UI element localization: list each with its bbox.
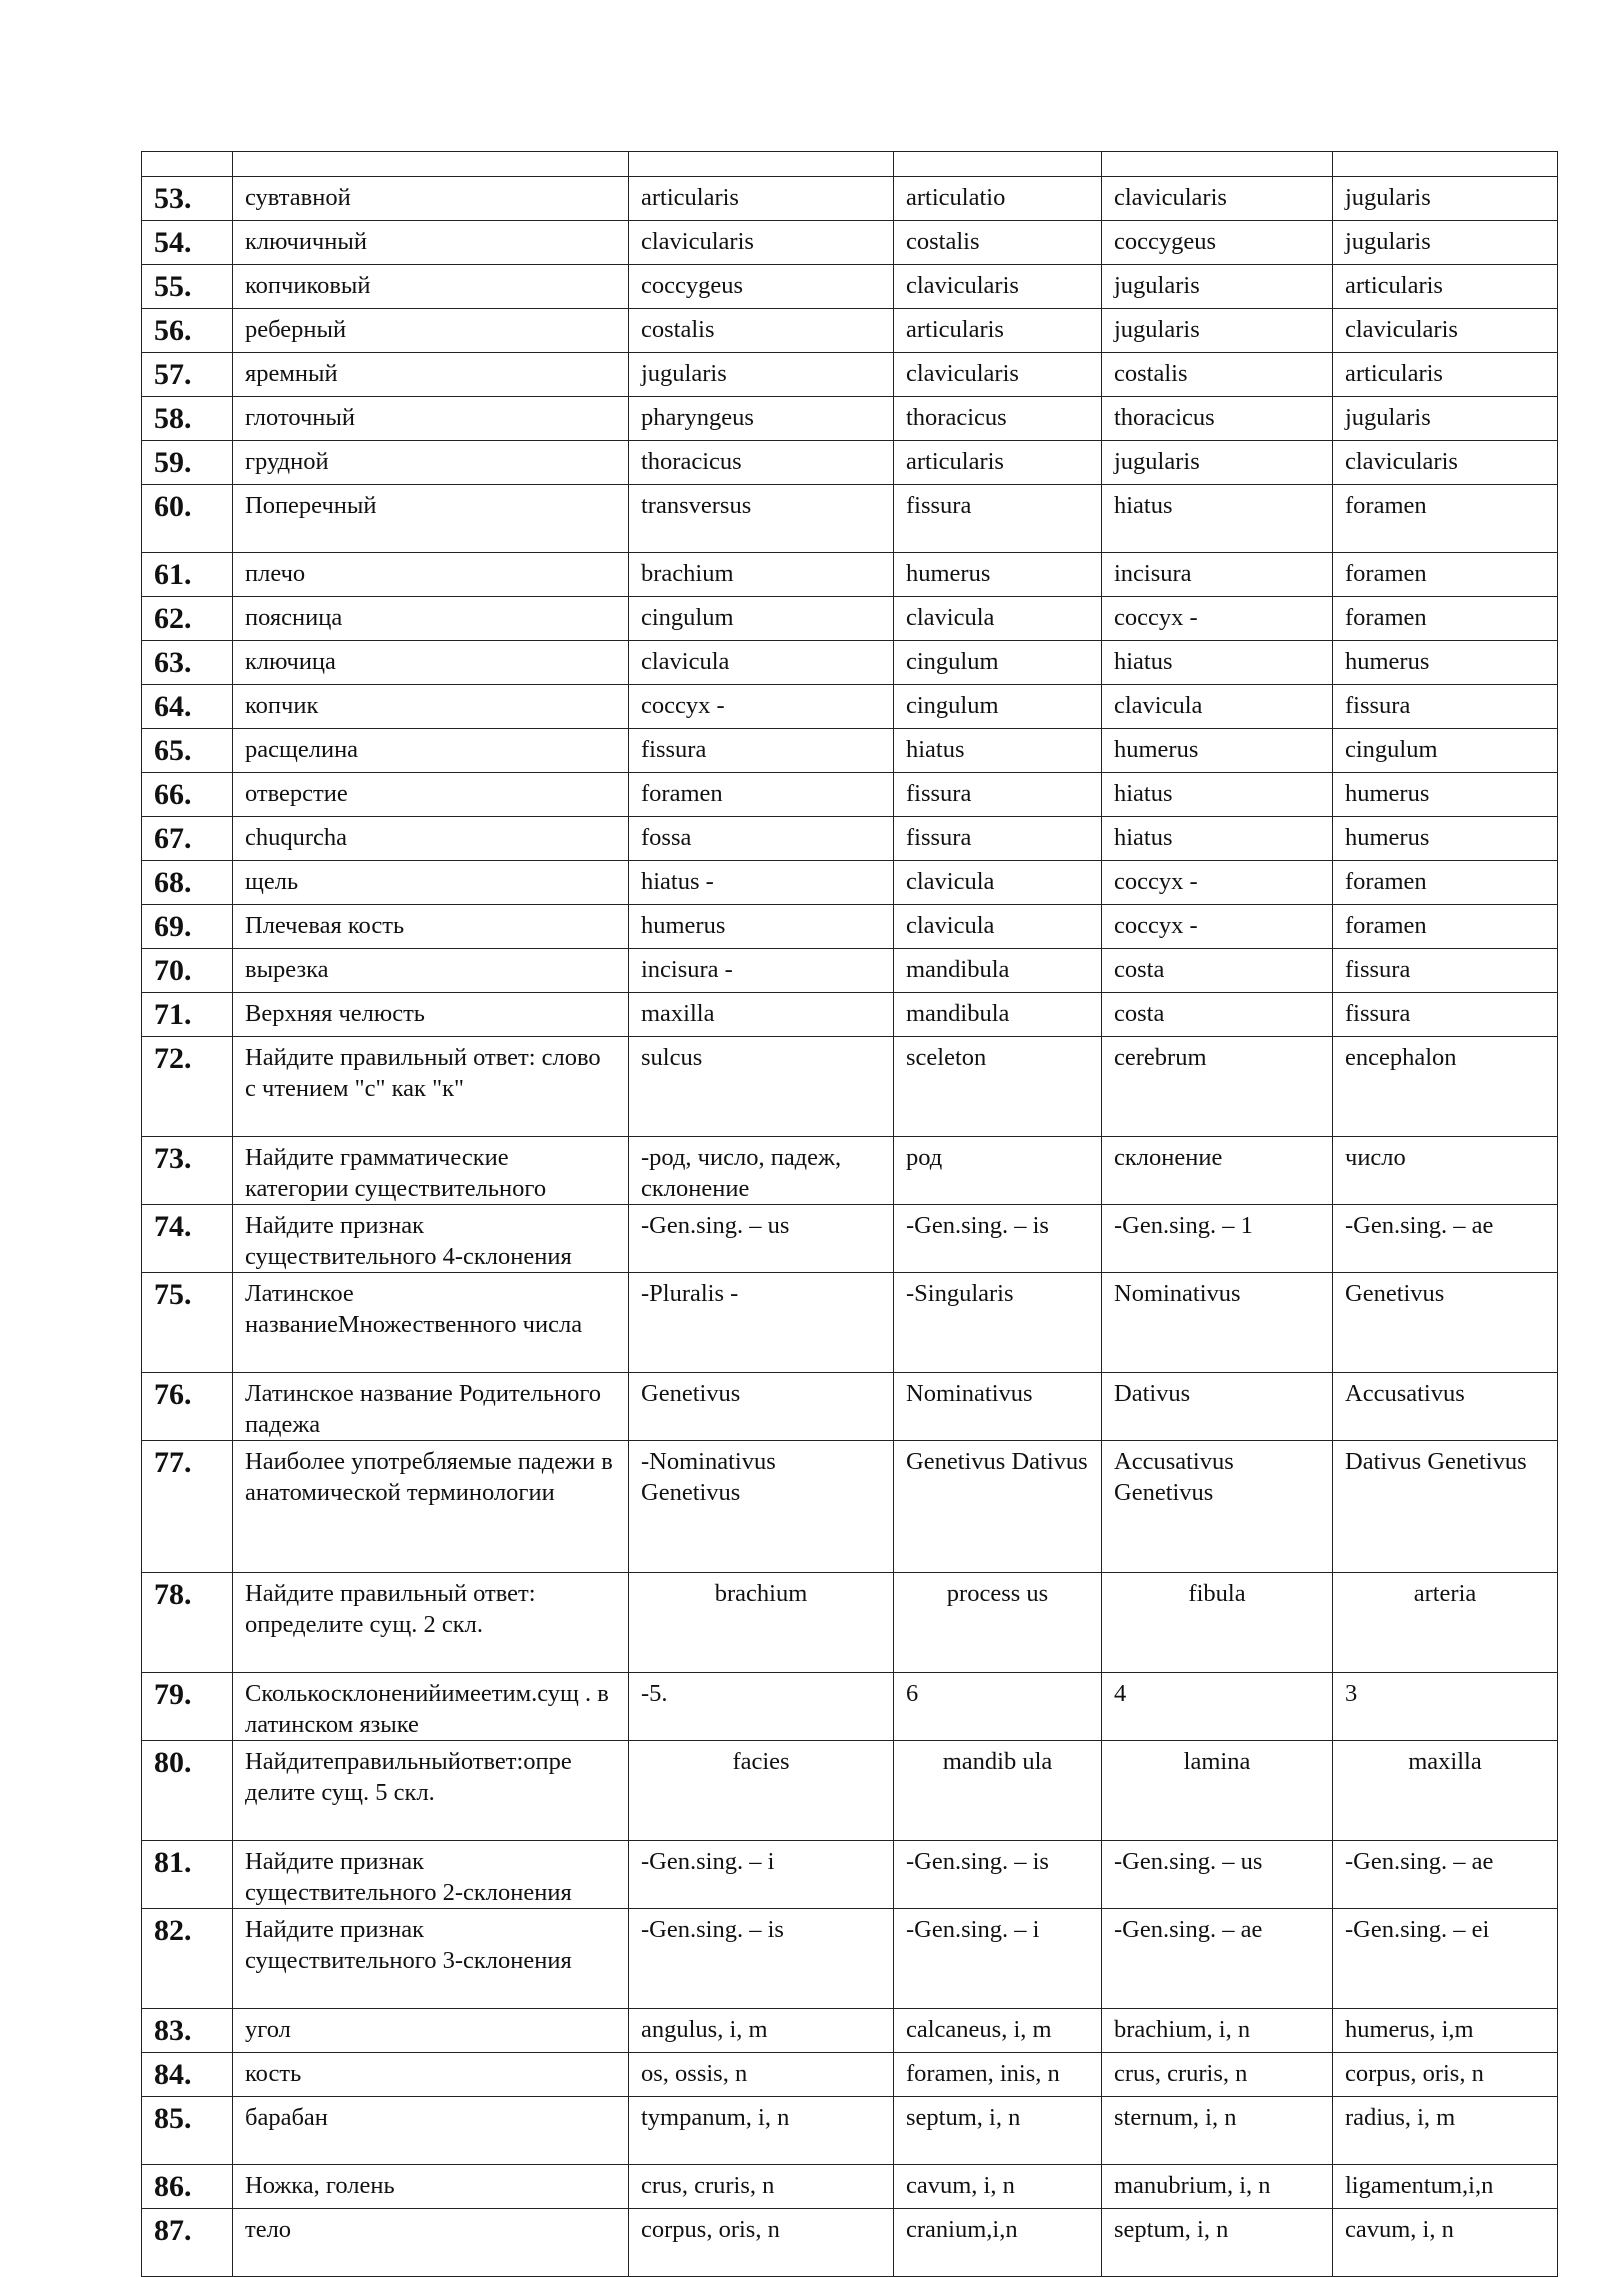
question-number: 59.	[142, 441, 233, 485]
answer-option-4: foramen	[1333, 861, 1558, 905]
table-row	[142, 1273, 1558, 1373]
answer-option-1: maxilla	[629, 993, 894, 1037]
question-text: ключичный	[233, 221, 629, 265]
answer-option-4: 3	[1333, 1673, 1558, 1741]
table-row	[142, 2209, 1558, 2277]
answer-option-1: facies	[629, 1741, 894, 1841]
table-row	[142, 353, 1558, 397]
answer-option-2: Nominativus	[894, 1373, 1102, 1441]
answer-option-2: cranium,i,n	[894, 2209, 1102, 2277]
answer-option-3: jugularis	[1102, 441, 1333, 485]
table-row	[142, 1573, 1558, 1673]
answer-option-1: -Pluralis -	[629, 1273, 894, 1373]
answer-option-4: humerus	[1333, 817, 1558, 861]
table-row	[142, 309, 1558, 353]
question-text: Верхняя челюсть	[233, 993, 629, 1037]
table-row	[142, 2009, 1558, 2053]
question-text: поясница	[233, 597, 629, 641]
question-text: Найдите правильный ответ: слово с чтением "с" как "к"	[233, 1037, 629, 1137]
answer-option-1: crus, cruris, n	[629, 2165, 894, 2209]
answer-option-4: radius, i, m	[1333, 2097, 1558, 2165]
question-text: плечо	[233, 553, 629, 597]
answer-option-2: fissura	[894, 773, 1102, 817]
question-number: 73.	[142, 1137, 233, 1205]
question-number: 84.	[142, 2053, 233, 2097]
table-row	[142, 729, 1558, 773]
answer-option-1: transversus	[629, 485, 894, 553]
question-text: кость	[233, 2053, 629, 2097]
question-text: Латинское название Родительного падежа	[233, 1373, 629, 1441]
answer-option-3: jugularis	[1102, 309, 1333, 353]
question-number: 67.	[142, 817, 233, 861]
question-number: 83.	[142, 2009, 233, 2053]
header-cell	[1102, 152, 1333, 177]
answer-option-4: -Gen.sing. – ae	[1333, 1205, 1558, 1273]
answer-option-2: cavum, i, n	[894, 2165, 1102, 2209]
answer-option-4: encephalon	[1333, 1037, 1558, 1137]
table-row	[142, 817, 1558, 861]
answer-option-3: coccyx -	[1102, 597, 1333, 641]
answer-option-3: Accusativus Genetivus	[1102, 1441, 1333, 1573]
answer-option-3: hiatus	[1102, 817, 1333, 861]
table-row	[142, 949, 1558, 993]
question-number: 63.	[142, 641, 233, 685]
answer-option-2: mandibula	[894, 949, 1102, 993]
answer-option-3: costa	[1102, 993, 1333, 1037]
answer-option-1: costalis	[629, 309, 894, 353]
answer-option-4: Dativus Genetivus	[1333, 1441, 1558, 1573]
answer-option-1: sulcus	[629, 1037, 894, 1137]
answer-option-3: hiatus	[1102, 641, 1333, 685]
answer-option-1: angulus, i, m	[629, 2009, 894, 2053]
answer-option-3: fibula	[1102, 1573, 1333, 1673]
table-row	[142, 1673, 1558, 1741]
question-text: расщелина	[233, 729, 629, 773]
answer-option-4: articularis	[1333, 265, 1558, 309]
question-number: 56.	[142, 309, 233, 353]
answer-option-1: -Nominativus Genetivus	[629, 1441, 894, 1573]
question-number: 74.	[142, 1205, 233, 1273]
question-number: 82.	[142, 1909, 233, 2009]
test-sheet	[141, 151, 1557, 2277]
question-number: 71.	[142, 993, 233, 1037]
answer-option-4: число	[1333, 1137, 1558, 1205]
answer-option-4: humerus	[1333, 773, 1558, 817]
answer-option-2: cingulum	[894, 685, 1102, 729]
answer-option-4: foramen	[1333, 905, 1558, 949]
answer-option-3: coccygeus	[1102, 221, 1333, 265]
question-number: 57.	[142, 353, 233, 397]
question-number: 53.	[142, 177, 233, 221]
question-number: 87.	[142, 2209, 233, 2277]
question-text: Ножка, голень	[233, 2165, 629, 2209]
answer-option-2: -Gen.sing. – is	[894, 1205, 1102, 1273]
answer-option-1: pharyngeus	[629, 397, 894, 441]
answer-option-2: septum, i, n	[894, 2097, 1102, 2165]
question-text: Наиболее употребляемые падежи в анатомической терминологии	[233, 1441, 629, 1573]
question-text: вырезка	[233, 949, 629, 993]
answer-option-3: 4	[1102, 1673, 1333, 1741]
answer-option-3: coccyx -	[1102, 861, 1333, 905]
answer-option-1: coccygeus	[629, 265, 894, 309]
answer-option-1: cingulum	[629, 597, 894, 641]
answer-option-3: jugularis	[1102, 265, 1333, 309]
answer-option-1: incisura -	[629, 949, 894, 993]
table-row	[142, 905, 1558, 949]
table-row	[142, 773, 1558, 817]
question-text: Найдите признак существительного 3-склонения	[233, 1909, 629, 2009]
answer-option-2: clavicularis	[894, 265, 1102, 309]
answer-option-2: articularis	[894, 309, 1102, 353]
answer-option-1: articularis	[629, 177, 894, 221]
answer-option-1: humerus	[629, 905, 894, 949]
answer-option-4: humerus	[1333, 641, 1558, 685]
header-cell	[894, 152, 1102, 177]
question-number: 55.	[142, 265, 233, 309]
answer-option-3: cerebrum	[1102, 1037, 1333, 1137]
table-row	[142, 685, 1558, 729]
answer-option-2: calcaneus, i, m	[894, 2009, 1102, 2053]
answer-option-4: fissura	[1333, 949, 1558, 993]
table-row	[142, 397, 1558, 441]
answer-option-1: fissura	[629, 729, 894, 773]
table-row	[142, 861, 1558, 905]
answer-option-2: clavicula	[894, 905, 1102, 949]
question-text: грудной	[233, 441, 629, 485]
table-row	[142, 993, 1558, 1037]
answer-option-2: -Gen.sing. – i	[894, 1909, 1102, 2009]
answer-option-1: jugularis	[629, 353, 894, 397]
header-cell	[1333, 152, 1558, 177]
answer-option-3: brachium, i, n	[1102, 2009, 1333, 2053]
answer-option-1: clavicularis	[629, 221, 894, 265]
answer-option-1: corpus, oris, n	[629, 2209, 894, 2277]
table-row	[142, 221, 1558, 265]
answer-option-4: Genetivus	[1333, 1273, 1558, 1373]
answer-option-1: -5.	[629, 1673, 894, 1741]
table-row	[142, 2053, 1558, 2097]
question-text: реберный	[233, 309, 629, 353]
answer-option-4: humerus, i,m	[1333, 2009, 1558, 2053]
header-cell	[629, 152, 894, 177]
answer-option-1: -Gen.sing. – us	[629, 1205, 894, 1273]
question-number: 54.	[142, 221, 233, 265]
answer-option-2: -Gen.sing. – is	[894, 1841, 1102, 1909]
answer-option-1: fossa	[629, 817, 894, 861]
answer-option-1: -Gen.sing. – is	[629, 1909, 894, 2009]
answer-option-4: ligamentum,i,n	[1333, 2165, 1558, 2209]
table-row	[142, 1741, 1558, 1841]
table-row	[142, 1841, 1558, 1909]
answer-option-1: hiatus -	[629, 861, 894, 905]
answer-option-2: articulatio	[894, 177, 1102, 221]
answer-option-1: foramen	[629, 773, 894, 817]
answer-option-3: thoracicus	[1102, 397, 1333, 441]
answer-option-3: incisura	[1102, 553, 1333, 597]
header-cell	[233, 152, 629, 177]
answer-option-1: brachium	[629, 553, 894, 597]
question-number: 62.	[142, 597, 233, 641]
question-text: отверстие	[233, 773, 629, 817]
answer-option-4: arteria	[1333, 1573, 1558, 1673]
answer-option-4: articularis	[1333, 353, 1558, 397]
question-text: Плечевая кость	[233, 905, 629, 949]
table-row	[142, 553, 1558, 597]
answer-option-3: Dativus	[1102, 1373, 1333, 1441]
question-number: 75.	[142, 1273, 233, 1373]
header-cell	[142, 152, 233, 177]
question-text: Латинское названиеМножественного числа	[233, 1273, 629, 1373]
answer-option-3: septum, i, n	[1102, 2209, 1333, 2277]
answer-option-2: foramen, inis, n	[894, 2053, 1102, 2097]
table-row	[142, 2165, 1558, 2209]
question-number: 60.	[142, 485, 233, 553]
question-text: угол	[233, 2009, 629, 2053]
question-text: яремный	[233, 353, 629, 397]
answer-option-4: foramen	[1333, 485, 1558, 553]
answer-option-2: -Singularis	[894, 1273, 1102, 1373]
answer-option-4: maxilla	[1333, 1741, 1558, 1841]
answer-option-3: -Gen.sing. – 1	[1102, 1205, 1333, 1273]
answer-option-4: -Gen.sing. – ae	[1333, 1841, 1558, 1909]
answer-option-3: -Gen.sing. – us	[1102, 1841, 1333, 1909]
answer-option-2: род	[894, 1137, 1102, 1205]
answer-option-4: foramen	[1333, 597, 1558, 641]
table-row	[142, 597, 1558, 641]
answer-option-1: coccyx -	[629, 685, 894, 729]
answer-option-3: coccyx -	[1102, 905, 1333, 949]
question-text: барабан	[233, 2097, 629, 2165]
answer-option-2: clavicula	[894, 597, 1102, 641]
question-number: 69.	[142, 905, 233, 949]
table-row	[142, 265, 1558, 309]
question-text: Найдите грамматические категории существительного	[233, 1137, 629, 1205]
answer-option-4: clavicularis	[1333, 441, 1558, 485]
answer-option-3: lamina	[1102, 1741, 1333, 1841]
question-text: Найдитеправильныйответ:опре делите сущ. 5 скл.	[233, 1741, 629, 1841]
answer-option-2: Genetivus Dativus	[894, 1441, 1102, 1573]
answer-option-2: fissura	[894, 817, 1102, 861]
answer-table	[141, 151, 1558, 2277]
answer-option-4: cavum, i, n	[1333, 2209, 1558, 2277]
answer-option-2: thoracicus	[894, 397, 1102, 441]
answer-option-1: Genetivus	[629, 1373, 894, 1441]
table-row	[142, 441, 1558, 485]
answer-option-3: manubrium, i, n	[1102, 2165, 1333, 2209]
answer-option-2: 6	[894, 1673, 1102, 1741]
answer-option-1: brachium	[629, 1573, 894, 1673]
answer-option-2: clavicula	[894, 861, 1102, 905]
table-row	[142, 2097, 1558, 2165]
question-text: тело	[233, 2209, 629, 2277]
question-text: Найдите правильный ответ: определите сущ. 2 скл.	[233, 1573, 629, 1673]
table-row	[142, 1037, 1558, 1137]
answer-option-4: fissura	[1333, 685, 1558, 729]
answer-option-2: sceleton	[894, 1037, 1102, 1137]
question-number: 61.	[142, 553, 233, 597]
question-text: Сколькосклоненийимеетим.сущ . в латинском языке	[233, 1673, 629, 1741]
question-text: ключица	[233, 641, 629, 685]
question-text: Найдите признак существительного 4-склонения	[233, 1205, 629, 1273]
question-number: 76.	[142, 1373, 233, 1441]
answer-option-4: Accusativus	[1333, 1373, 1558, 1441]
answer-option-3: Nominativus	[1102, 1273, 1333, 1373]
answer-option-1: -род, число, падеж, склонение	[629, 1137, 894, 1205]
answer-option-2: mandib ula	[894, 1741, 1102, 1841]
table-row	[142, 1373, 1558, 1441]
answer-option-1: thoracicus	[629, 441, 894, 485]
table-row	[142, 1205, 1558, 1273]
answer-option-3: clavicularis	[1102, 177, 1333, 221]
answer-option-3: sternum, i, n	[1102, 2097, 1333, 2165]
question-text: глоточный	[233, 397, 629, 441]
answer-option-3: costa	[1102, 949, 1333, 993]
question-text: копчик	[233, 685, 629, 729]
answer-option-2: process us	[894, 1573, 1102, 1673]
answer-option-1: -Gen.sing. – i	[629, 1841, 894, 1909]
question-number: 66.	[142, 773, 233, 817]
question-number: 64.	[142, 685, 233, 729]
answer-option-2: humerus	[894, 553, 1102, 597]
question-number: 77.	[142, 1441, 233, 1573]
question-number: 86.	[142, 2165, 233, 2209]
answer-option-4: jugularis	[1333, 397, 1558, 441]
answer-option-3: склонение	[1102, 1137, 1333, 1205]
question-text: Найдите признак существительного 2-склонения	[233, 1841, 629, 1909]
table-row	[142, 177, 1558, 221]
question-number: 70.	[142, 949, 233, 993]
question-number: 78.	[142, 1573, 233, 1673]
answer-option-2: clavicularis	[894, 353, 1102, 397]
answer-option-1: tympanum, i, n	[629, 2097, 894, 2165]
answer-option-3: hiatus	[1102, 773, 1333, 817]
question-number: 68.	[142, 861, 233, 905]
answer-option-2: mandibula	[894, 993, 1102, 1037]
answer-option-4: -Gen.sing. – ei	[1333, 1909, 1558, 2009]
answer-option-4: corpus, oris, n	[1333, 2053, 1558, 2097]
question-number: 65.	[142, 729, 233, 773]
question-text: щель	[233, 861, 629, 905]
answer-option-4: foramen	[1333, 553, 1558, 597]
answer-option-4: clavicularis	[1333, 309, 1558, 353]
question-number: 81.	[142, 1841, 233, 1909]
answer-option-4: jugularis	[1333, 177, 1558, 221]
table-row	[142, 1441, 1558, 1573]
table-row	[142, 485, 1558, 553]
answer-option-2: cingulum	[894, 641, 1102, 685]
table-row	[142, 1909, 1558, 2009]
question-number: 80.	[142, 1741, 233, 1841]
question-number: 72.	[142, 1037, 233, 1137]
table-row	[142, 641, 1558, 685]
question-text: копчиковый	[233, 265, 629, 309]
answer-option-3: costalis	[1102, 353, 1333, 397]
answer-option-2: articularis	[894, 441, 1102, 485]
question-text: chuqurcha	[233, 817, 629, 861]
answer-option-2: costalis	[894, 221, 1102, 265]
answer-option-3: humerus	[1102, 729, 1333, 773]
answer-option-2: fissura	[894, 485, 1102, 553]
question-number: 58.	[142, 397, 233, 441]
answer-option-1: clavicula	[629, 641, 894, 685]
answer-option-1: os, ossis, n	[629, 2053, 894, 2097]
answer-option-2: hiatus	[894, 729, 1102, 773]
question-number: 85.	[142, 2097, 233, 2165]
answer-option-4: fissura	[1333, 993, 1558, 1037]
question-text: Поперечный	[233, 485, 629, 553]
answer-option-4: jugularis	[1333, 221, 1558, 265]
answer-option-4: cingulum	[1333, 729, 1558, 773]
answer-option-3: -Gen.sing. – ae	[1102, 1909, 1333, 2009]
answer-option-3: hiatus	[1102, 485, 1333, 553]
question-text: сувтавной	[233, 177, 629, 221]
answer-option-3: crus, cruris, n	[1102, 2053, 1333, 2097]
answer-option-3: clavicula	[1102, 685, 1333, 729]
table-row	[142, 1137, 1558, 1205]
header-row	[142, 152, 1558, 177]
question-number: 79.	[142, 1673, 233, 1741]
